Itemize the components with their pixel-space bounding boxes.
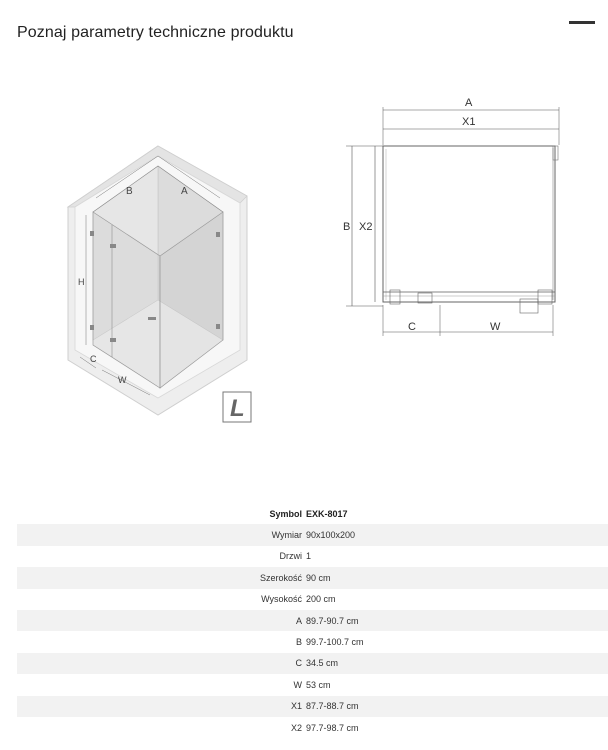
spec-key: B xyxy=(295,637,302,648)
label-b: B xyxy=(126,186,133,197)
plan-label-b: B xyxy=(343,221,351,233)
l-badge-letter: L xyxy=(230,395,245,422)
plan-label-a: A xyxy=(465,97,473,109)
spec-value: 34.5 cm xyxy=(306,653,608,674)
label-c: C xyxy=(90,354,97,364)
spec-row xyxy=(17,696,608,717)
spec-value: EXK-8017 xyxy=(306,508,348,519)
spec-key: Szerokość xyxy=(17,567,306,588)
plan-drawing xyxy=(335,88,565,340)
spec-row xyxy=(17,524,608,545)
spec-key: X2 xyxy=(290,722,302,733)
spec-value: 90x100x200 xyxy=(306,524,608,545)
spec-row xyxy=(17,589,608,610)
spec-key: A xyxy=(17,610,306,631)
handle xyxy=(148,317,156,320)
isometric-drawing xyxy=(60,140,260,425)
spec-row xyxy=(17,610,608,631)
spec-row xyxy=(17,717,608,738)
spec-row xyxy=(17,674,608,695)
spec-row xyxy=(17,653,608,674)
spec-key: W xyxy=(293,679,302,690)
spec-value: 90 cm xyxy=(306,567,608,588)
menu-icon[interactable] xyxy=(569,21,595,24)
plan-label-c: C xyxy=(408,321,416,333)
plan-label-x1: X1 xyxy=(462,116,476,128)
spec-value: 99.7-100.7 cm xyxy=(306,637,364,648)
hinge-top xyxy=(110,244,116,248)
spec-row xyxy=(17,546,608,567)
spec-value: 200 cm xyxy=(306,594,336,605)
hinge-bottom xyxy=(110,338,116,342)
spec-key: Wymiar xyxy=(17,524,306,545)
spec-key: Wysokość xyxy=(261,594,302,605)
plan-label-w: W xyxy=(490,321,501,333)
spec-value: 1 xyxy=(306,551,312,562)
spec-key: Symbol xyxy=(269,508,302,519)
spec-value: 53 cm xyxy=(306,679,331,690)
spec-row xyxy=(17,567,608,588)
page-title: Poznaj parametry techniczne produktu xyxy=(17,24,294,41)
specs-table xyxy=(17,503,608,738)
spec-row xyxy=(17,503,608,524)
label-a: A xyxy=(181,186,188,197)
plan-label-x2: X2 xyxy=(359,221,373,233)
spec-key: Drzwi xyxy=(279,551,302,562)
spec-key: X1 xyxy=(17,696,306,717)
spec-key: C xyxy=(17,653,306,674)
label-h: H xyxy=(78,277,85,287)
spec-row xyxy=(17,631,608,652)
spec-value: 87.7-88.7 cm xyxy=(306,696,608,717)
spec-value: 89.7-90.7 cm xyxy=(306,610,608,631)
spec-value: 97.7-98.7 cm xyxy=(306,722,359,733)
label-w: W xyxy=(118,375,127,385)
plan-frame xyxy=(383,146,555,302)
